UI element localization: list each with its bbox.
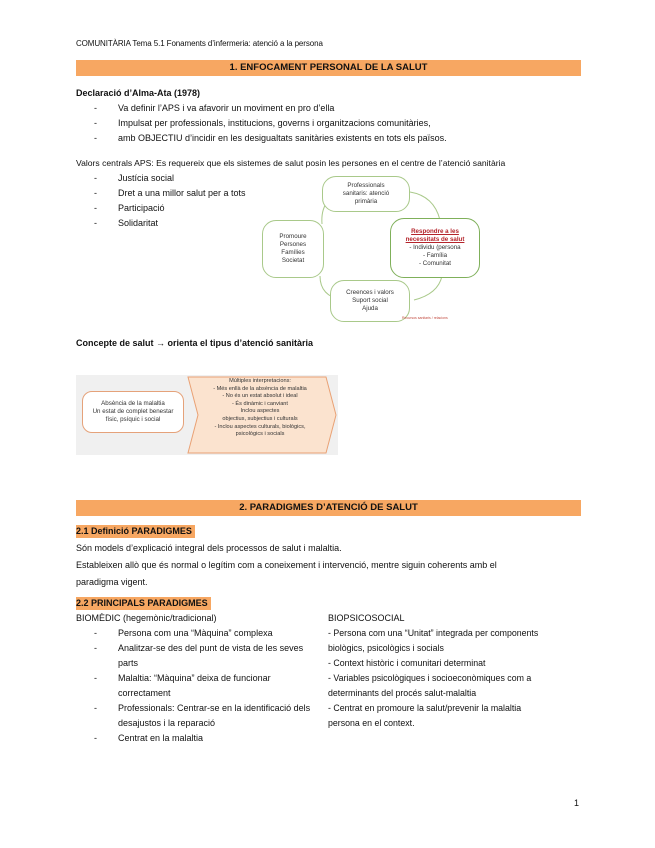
definition-title: 2.1 Definició PARADIGMES	[76, 525, 195, 538]
list-item: - Analitzar-se des del punt de vista de les seves parts	[94, 641, 314, 671]
list-item: - Justícia social	[94, 171, 274, 186]
health-concept-diagram	[76, 375, 338, 455]
list-item: - Va definir l’APS i va afavorir un moviment en pro d’ella	[94, 101, 574, 116]
page-number: 1	[573, 798, 579, 808]
values-intro: Valors centrals APS: Es requereix que els sistemes de salut posin les persones en el centre de l’atenció sanitària	[76, 158, 506, 168]
list-item: - Impulsat per professionals, institucions, governs i organitzacions comunitàries,	[94, 116, 574, 131]
cycle-box-professionals: Professionals sanitaris: atenció primària	[322, 176, 410, 212]
concept-arrow-text: Múltiples interpretacions: - Més enllà de la absència de malaltia - No és un estat absolut i ideal - És dinàmic i canviant Inclou aspectes objectius, subjectius i culturals - Inclou aspectes culturals, biològics, psicològics i socials	[213, 378, 307, 438]
health-concept-line: Concepte de salut → orienta el tipus d’atenció sanitària	[76, 338, 314, 348]
cycle-box-beliefs: Creences i valors Suport social Ajuda	[330, 280, 410, 322]
section-1-title: 1. ENFOCAMENT PERSONAL DE LA SALUT	[76, 60, 581, 76]
values-list	[94, 171, 274, 231]
section-2-title: 2. PARADIGMES D’ATENCIÓ DE SALUT	[76, 500, 581, 516]
list-item: - amb OBJECTIU d’incidir en les desigualtats sanitàries existents en tots els països.	[94, 131, 574, 146]
cycle-caption: Recursos sanitaris / relacions	[402, 316, 448, 320]
running-header: COMUNITÀRIA Tema 5.1 Fonaments d’infermeria: atenció a la persona	[76, 39, 323, 48]
concept-box-absence: Absència de la malaltia Un estat de complet benestar físic, psíquic i social	[82, 391, 184, 433]
biopsychosocial-title: BIOPSICOSOCIAL	[328, 613, 405, 623]
list-item: - Persona com una “Màquina” complexa	[94, 626, 314, 641]
alma-ata-list	[94, 101, 574, 146]
list-item: - Malaltia: “Màquina” deixa de funcionar correctament	[94, 671, 314, 701]
biomedical-list	[94, 626, 314, 746]
biomedical-title: BIOMÈDIC (hegemònic/tradicional)	[76, 613, 217, 623]
cycle-box-promote: Promoure Persones Famílies Societat	[262, 220, 324, 278]
list-item: - Centrat en la malaltia	[94, 731, 314, 746]
aps-cycle-diagram	[262, 176, 487, 326]
paradigms-title: 2.2 PRINCIPALS PARADIGMES	[76, 597, 211, 610]
list-item: - Professionals: Centrar-se en la identificació dels desajustos i la reparació	[94, 701, 314, 731]
list-item: - Dret a una millor salut per a tots	[94, 186, 274, 201]
cycle-box-respond: Respondre a les necessitats de salut - Individu (persona - Família - Comunitat	[390, 218, 480, 278]
list-item: - Solidaritat	[94, 216, 274, 231]
definition-text: Són models d’explicació integral dels processos de salut i malaltia. Estableixen allò que és normal o legítim com a coneixement i intervenció, mentre siguin coherents amb el paradigma vigent.	[76, 543, 497, 587]
biopsychosocial-text: - Persona com una “Unitat” integrada per components biològics, psicològics i socials - Context històric i comunitari determinat - Variables psicològiques i socioeconòmiques com a determinants del procés salut-malaltia - Centrat en promoure la salut/prevenir la malaltia persona en el context.	[328, 628, 539, 728]
list-item: - Participació	[94, 201, 274, 216]
alma-ata-heading: Declaració d’Alma-Ata (1978)	[76, 88, 201, 98]
